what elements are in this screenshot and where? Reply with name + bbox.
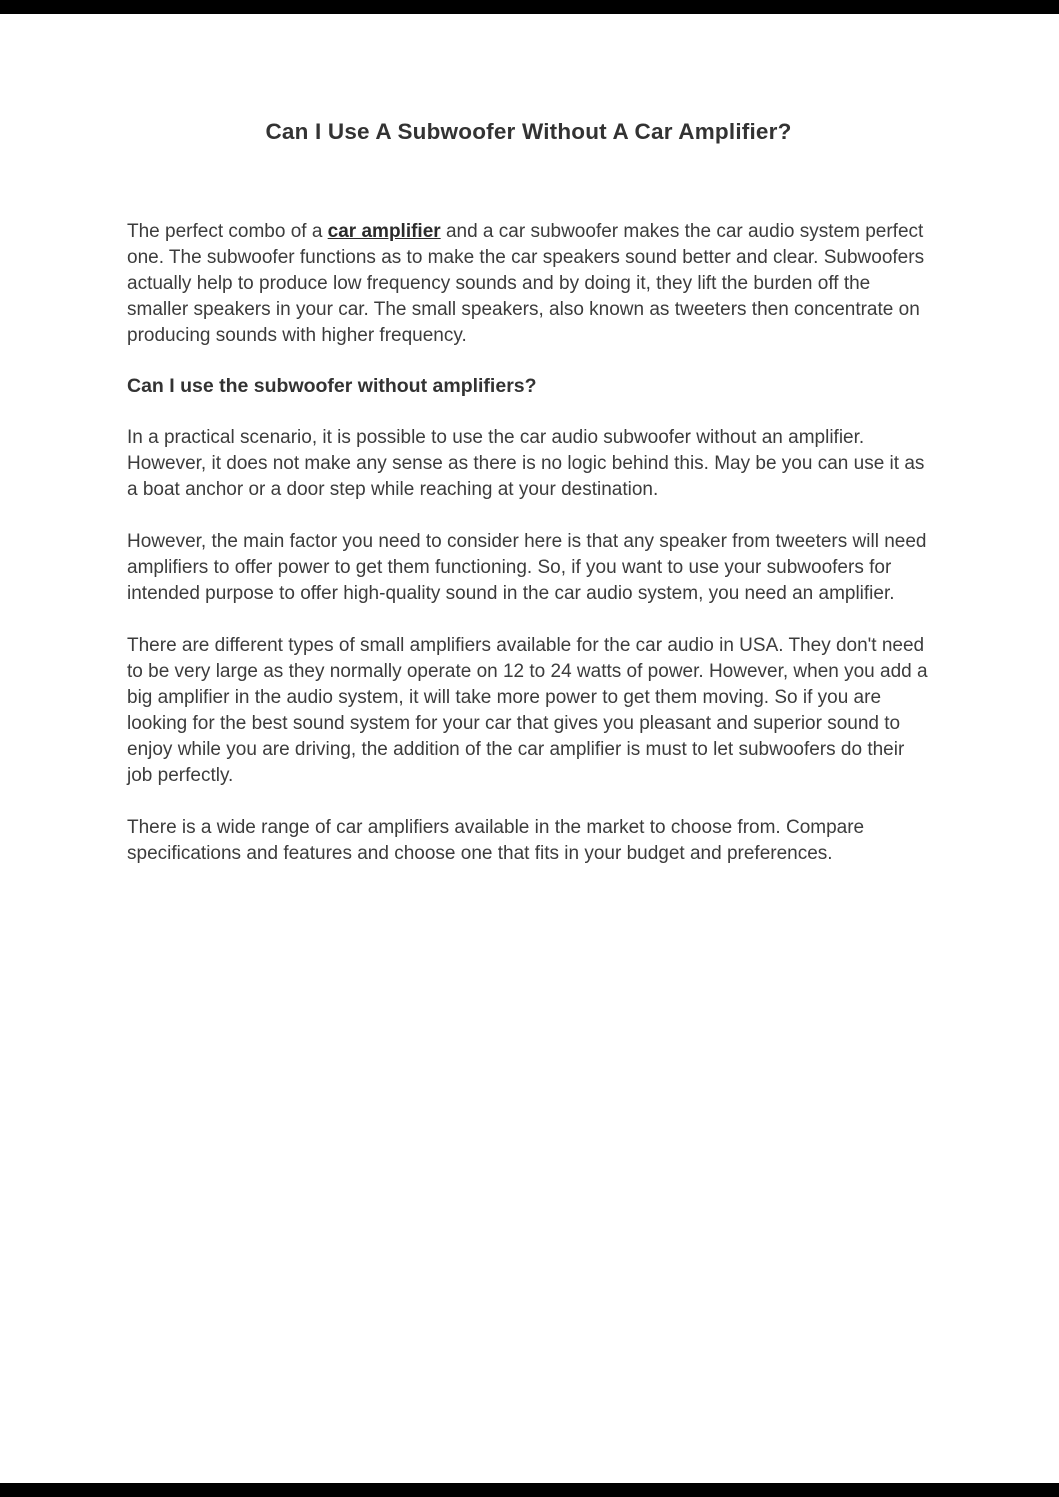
document-body	[127, 219, 930, 867]
viewer-top-edge	[0, 0, 1059, 14]
section-heading: Can I use the subwoofer without amplifiers?	[127, 375, 537, 397]
paragraph-amplifier-types: There are different types of small amplifiers available for the car audio in USA. They don't need to be very large as they normally operate on 12 to 24 watts of power. However, when you add a big amplifier in the audio system, it will take more power to get them moving. So if you are looking for the best sound system for your car that gives you pleasant and superior sound to enjoy while you are driving, the addition of the car amplifier is must to let subwoofers do their job perfectly.	[127, 635, 928, 786]
paragraph-practical-scenario: In a practical scenario, it is possible to use the car audio subwoofer without an amplifier. However, it does not make any sense as there is no logic behind this. May be you can use it as a boat anchor or a door step while reaching at your destination.	[127, 427, 925, 500]
intro-text-after-link: and a car subwoofer makes the car audio system perfect one. The subwoofer functions as to make the car speakers sound better and clear. Subwoofers actually help to produce low frequency sounds and by doing it, they lift the burden off the smaller speakers in your car. The small speakers, also known as tweeters then concentrate on producing sounds with higher frequency.	[127, 221, 925, 346]
paragraph-main-factor: However, the main factor you need to consider here is that any speaker from tweeters will need amplifiers to offer power to get them functioning. So, if you want to use your subwoofers for intended purpose to offer high-quality sound in the car audio system, you need an amplifier.	[127, 531, 927, 604]
viewer-bottom-edge	[0, 1483, 1059, 1497]
document-page	[0, 14, 1059, 1483]
document-title: Can I Use A Subwoofer Without A Car Amplifier?	[265, 119, 792, 144]
intro-text-before-link: The perfect combo of a	[127, 221, 328, 242]
paragraph-wide-range: There is a wide range of car amplifiers available in the market to choose from. Compare specifications and features and choose one that fits in your budget and preferences.	[127, 817, 865, 864]
paragraph-intro	[127, 219, 930, 349]
car-amplifier-link[interactable]: car amplifier	[327, 221, 441, 242]
